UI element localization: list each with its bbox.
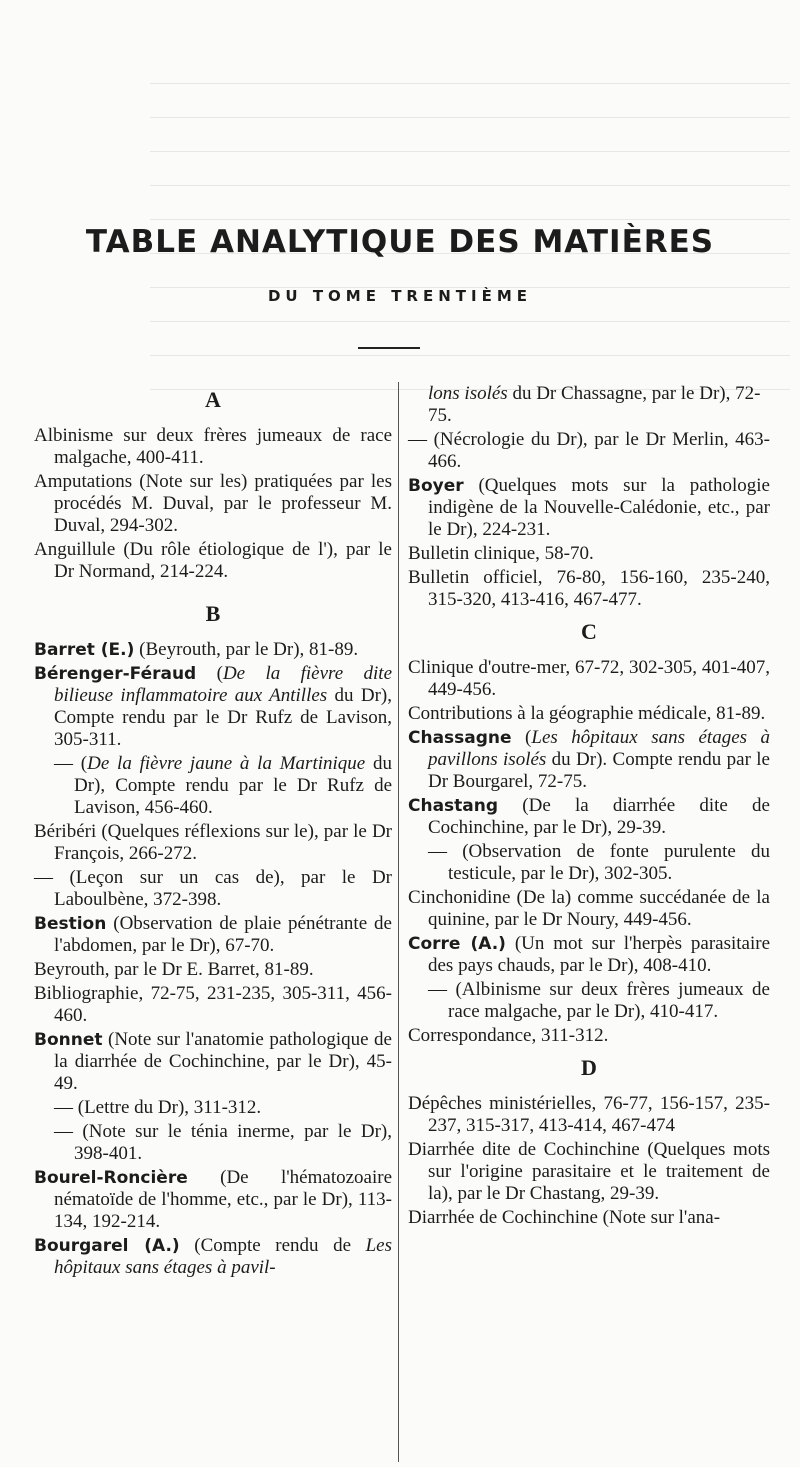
index-entry: Chassagne (Les hôpitaux sans étages à pavillons isolés du Dr). Compte rendu par le Dr Bourgarel, 72-75.	[408, 727, 770, 792]
index-entry: Boyer (Quelques mots sur la pathologie indigène de la Nouvelle-Calédonie, etc., par le Dr), 224-231.	[408, 475, 770, 540]
entry-headword: Chassagne	[408, 728, 512, 748]
entry-headword: Boyer	[408, 476, 464, 496]
index-entry: Bourgarel (A.) (Compte rendu de Les hôpitaux sans étages à pavil-	[34, 1235, 393, 1278]
right-column	[408, 383, 770, 1231]
index-entry: Bestion (Observation de plaie pénétrante de l'abdomen, par le Dr), 67-70.	[34, 913, 392, 956]
entry-headword: Bérenger-Féraud	[34, 664, 197, 684]
index-entry: — (Nécrologie du Dr), par le Dr Merlin, 463-466.	[408, 429, 770, 472]
index-entry: Albinisme sur deux frères jumeaux de race malgache, 400-411.	[34, 425, 392, 468]
index-entry: Correspondance, 311-312.	[408, 1025, 609, 1046]
page-subtitle: DU TOME TRENTIÈME	[267, 287, 533, 305]
index-subentry: — (Albinisme sur deux frères jumeaux de race malgache, par le Dr), 410-417.	[428, 979, 770, 1022]
index-entry: — (Leçon sur un cas de), par le Dr Laboulbène, 372-398.	[34, 867, 392, 910]
entry-headword: Chastang	[408, 796, 499, 816]
index-entry: Dépêches ministérielles, 76-77, 156-157, 235-237, 315-317, 413-414, 467-474	[408, 1093, 770, 1136]
index-entry: Bulletin clinique, 58-70.	[408, 543, 594, 564]
index-entry-continuation: lons isolés du Dr Chassagne, par le Dr), 72-75.	[428, 383, 761, 426]
section-letter-d: D	[581, 1055, 597, 1080]
entry-headword: Corre (A.)	[408, 934, 506, 954]
index-entry: Corre (A.) (Un mot sur l'herpès parasitaire des pays chauds, par le Dr), 408-410.	[408, 933, 770, 976]
index-entry: Barret (E.) (Beyrouth, par le Dr), 81-89.	[34, 639, 359, 660]
index-entry: Diarrhée de Cochinchine (Note sur l'ana-	[408, 1207, 721, 1228]
index-entry: Bulletin officiel, 76-80, 156-160, 235-240, 315-320, 413-416, 467-477.	[408, 567, 770, 610]
entry-headword: Bourel-Roncière	[34, 1168, 188, 1188]
index-entry: Beyrouth, par le Dr E. Barret, 81-89.	[34, 959, 314, 980]
left-column	[34, 383, 392, 1281]
column-divider	[398, 382, 399, 1462]
title-rule	[358, 347, 420, 349]
index-entry: Contributions à la géographie médicale, 81-89.	[408, 703, 766, 724]
index-entry: Clinique d'outre-mer, 67-72, 302-305, 401-407, 449-456.	[408, 657, 770, 700]
index-subentry: — (Lettre du Dr), 311-312.	[54, 1097, 262, 1118]
index-entry: Béribéri (Quelques réflexions sur le), par le Dr François, 266-272.	[34, 821, 392, 864]
index-entry: Cinchonidine (De la) comme succédanée de la quinine, par le Dr Noury, 449-456.	[408, 887, 770, 930]
page-title: TABLE ANALYTIQUE DES MATIÈRES	[85, 224, 715, 260]
section-letter-c: C	[581, 619, 597, 644]
entry-headword: Bestion	[34, 914, 107, 934]
section-letter-b: B	[205, 601, 221, 626]
index-entry: Bibliographie, 72-75, 231-235, 305-311, 456-460.	[34, 983, 392, 1026]
entry-headword: Barret (E.)	[34, 640, 135, 660]
index-subentry: — (Observation de fonte purulente du testicule, par le Dr), 302-305.	[428, 841, 770, 884]
index-subentry: — (Note sur le ténia inerme, par le Dr), 398-401.	[54, 1121, 392, 1164]
section-letter-a: A	[205, 387, 221, 412]
index-subentry: — (De la fièvre jaune à la Martinique du Dr), Compte rendu par le Dr Rufz de Lavison, 456-460.	[54, 753, 393, 818]
entry-headword: Bourgarel (A.)	[34, 1236, 180, 1256]
index-entry: Amputations (Note sur les) pratiquées par les procédés M. Duval, par le professeur M. Duval, 294-302.	[34, 471, 392, 536]
index-entry: Bonnet (Note sur l'anatomie pathologique de la diarrhée de Cochinchine, par le Dr), 45-49.	[34, 1029, 392, 1094]
index-entry: Diarrhée dite de Cochinchine (Quelques mots sur l'origine parasitaire et le traitement de la), par le Dr Chastang, 29-39.	[408, 1139, 770, 1204]
entry-headword: Bonnet	[34, 1030, 103, 1050]
index-entry: Bourel-Roncière (De l'hématozoaire nématoïde de l'homme, etc., par le Dr), 113-134, 192-214.	[34, 1167, 392, 1232]
index-entry: Chastang (De la diarrhée dite de Cochinchine, par le Dr), 29-39.	[408, 795, 770, 838]
index-entry: Bérenger-Féraud (De la fièvre dite bilieuse inflammatoire aux Antilles du Dr), Compte rendu par le Dr Rufz de Lavison, 305-311.	[34, 663, 392, 750]
index-entry: Anguillule (Du rôle étiologique de l'), par le Dr Normand, 214-224.	[34, 539, 392, 582]
